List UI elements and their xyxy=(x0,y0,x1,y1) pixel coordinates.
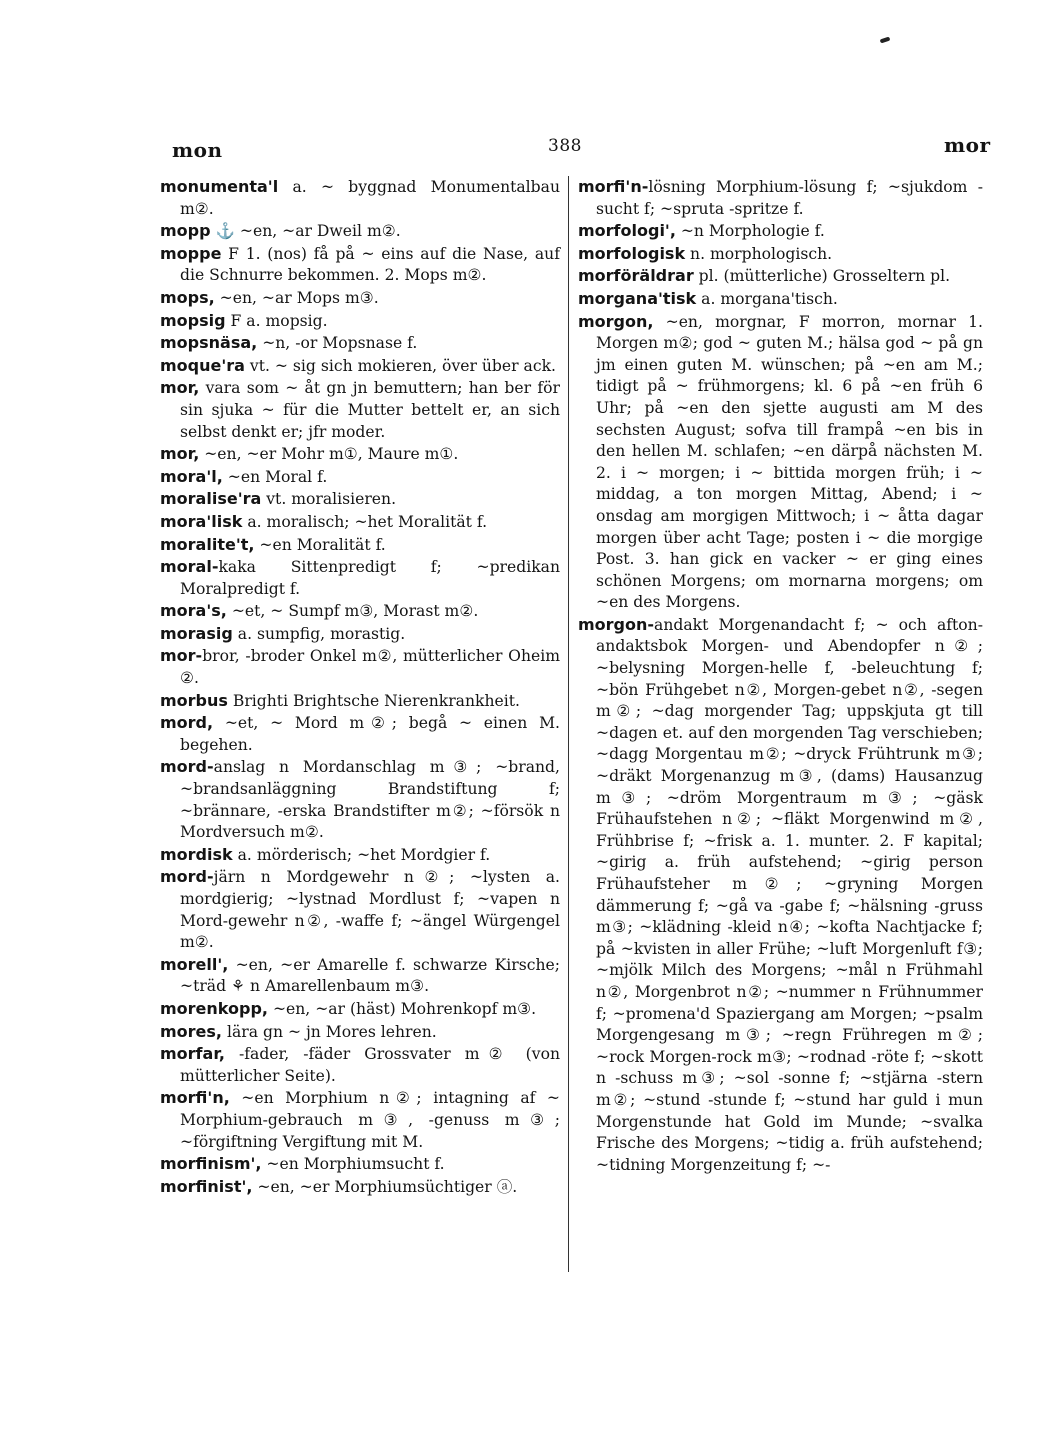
entry-definition: ~en, ~er Amarelle f. schwarze Kirsche; ~träd ⚘ n Amarellenbaum m③. xyxy=(180,955,560,996)
entry-definition: järn n Mordgewehr n②; ~lysten a. mordgierig; ~lystnad Mordlust f; ~vapen n Mord-gewehr n②, -waffe f; ~ängel Würgengel m②. xyxy=(180,868,560,952)
dictionary-entry xyxy=(160,287,560,310)
dictionary-entry xyxy=(160,511,560,534)
entry-definition: ~en Moralität f. xyxy=(254,535,386,554)
entry-headword: moralite't, xyxy=(160,534,255,554)
dictionary-entry xyxy=(578,220,983,243)
entry-definition: ~en Morphium n②; intagning af ~ Morphium-gebrauch m③, -genuss m③; ~förgiftning Vergiftung mit M. xyxy=(180,1089,560,1151)
entry-definition: andakt Morgenandacht f; ~ och afton-andaktsbok Morgen- und Abendopfer n②; ~belysning Morgen-helle f, -beleuchtung f; ~bön Frühgebet n②, Morgen-gebet n②, -segen m②; ~dag morgender Tag; uppskjuta gt till ~dagen et. auf den morgenden Tag verschieben; ~dagg Morgentau m②; ~dryck Frühtrunk m③; ~dräkt Morgenanzug m③, (dams) Hausanzug m③; ~dröm Morgentraum m③; ~gäsk Frühaufstehen n②; ~fläkt Morgenwind m②, Frühbrise f; ~frisk a. 1. munter. 2. F kapital; ~girig a. früh aufstehend; ~girig person Frühaufsteher m②; ~gryning Morgen dämmerung f; ~gå va -gabe f; ~hälsning -gruss m③; ~klädning -kleid n④; ~kofta Nachtjacke f; på ~kvisten in aller Frühe; ~luft Morgenluft f③; ~mjölk Milch des Morgens; ~mål n Frühmahl n②, Morgenbrot n②; ~nummer n Frühnummer f; ~promena'd Spaziergang am Morgen; ~psalm Morgengesang m③; ~regn Frühregen m②; ~rock Morgen-rock m③; ~rodnad -röte f; ~skott n -schuss m③; ~sol -sonne f; ~stjärna -stern m②; ~stund -stunde f; ~stund har guld i mun Morgenstunde hat Gold im Munde; ~svalka Frische des Morgens; ~tidig a. früh aufstehend; ~tidning Morgenzeitung f; ~- xyxy=(596,615,983,1174)
entry-definition: vt. ~ sig sich mokieren, över über ack. xyxy=(244,356,556,375)
entry-headword: moralise'ra xyxy=(160,489,262,509)
entry-definition: a. sumpfig, morastig. xyxy=(232,624,406,643)
header-left-guideword: mon xyxy=(172,138,223,162)
entry-headword: mor- xyxy=(160,646,203,666)
entry-headword: morfinism', xyxy=(160,1154,262,1174)
entry-headword: morfologi', xyxy=(578,221,676,241)
entry-headword: monumenta'l xyxy=(160,177,279,196)
entry-headword: mord- xyxy=(160,867,214,887)
entry-definition: a. mörderisch; ~het Mordgier f. xyxy=(232,845,491,864)
dictionary-entry xyxy=(160,488,560,511)
entry-definition: ~en, ~ar Mops m③. xyxy=(214,288,379,307)
dictionary-entry xyxy=(160,534,560,557)
entry-definition: ~en, ~ar (häst) Mohrenkopf m③. xyxy=(267,999,537,1018)
entry-definition: a. moralisch; ~het Moralität f. xyxy=(242,512,488,531)
dictionary-entry xyxy=(160,690,560,713)
entry-definition: vt. moralisieren. xyxy=(261,490,397,509)
dictionary-entry xyxy=(578,614,983,1176)
entry-definition: anslag n Mordanschlag m③; ~brand, ~brandsanläggning Brandstiftung f; ~brännare, -erska Brandstifter m②; ~försök n Mordversuch m②. xyxy=(180,758,560,842)
dictionary-entry xyxy=(160,1087,560,1153)
entry-headword: mops, xyxy=(160,287,215,307)
dictionary-entry xyxy=(160,600,560,623)
entry-headword: mora'lisk xyxy=(160,511,243,531)
entry-headword: mordisk xyxy=(160,844,233,864)
dictionary-entry xyxy=(160,998,560,1021)
dictionary-entry xyxy=(578,176,983,220)
entry-headword: morfinist', xyxy=(160,1176,253,1196)
dictionary-entry xyxy=(160,355,560,378)
entry-headword: morgon, xyxy=(578,311,654,331)
entry-headword: morfar, xyxy=(160,1044,225,1064)
dictionary-entry xyxy=(160,310,560,333)
dictionary-entry xyxy=(160,645,560,689)
dictionary-entry xyxy=(160,954,560,998)
dictionary-entry xyxy=(160,443,560,466)
entry-headword: mord, xyxy=(160,713,214,733)
entry-headword: mor, xyxy=(160,378,200,398)
entry-definition: a. ~ byggnad Monumentalbau m②. xyxy=(180,178,560,218)
entry-definition: ~en, ~er Morphiumsüchtiger ⓐ. xyxy=(252,1177,518,1196)
entry-headword: morenkopp, xyxy=(160,998,268,1018)
dictionary-entry xyxy=(160,623,560,646)
entry-definition: Brighti Brightsche Nierenkrankheit. xyxy=(227,691,520,710)
entry-headword: mor, xyxy=(160,444,200,464)
entry-definition: vara som ~ åt gn jn bemuttern; han ber för sin sjuka ~ für die Mutter bettelt er, an sich selbst denkt er; jfr moder. xyxy=(180,379,560,441)
left-column xyxy=(160,176,560,1198)
dictionary-entry xyxy=(160,332,560,355)
entry-headword: morbus xyxy=(160,690,228,710)
entry-definition: a. morgana'tisch. xyxy=(696,289,838,308)
dictionary-entry xyxy=(160,243,560,287)
dictionary-entry xyxy=(160,712,560,756)
entry-definition: ~en Morphiumsucht f. xyxy=(261,1155,445,1174)
entry-definition: ~n, -or Mopsnase f. xyxy=(257,334,418,353)
ink-mark xyxy=(880,37,891,44)
dictionary-entry xyxy=(160,220,560,243)
entry-headword: morgon- xyxy=(578,614,655,634)
dictionary-entry xyxy=(160,1176,560,1199)
dictionary-entry xyxy=(160,377,560,443)
dictionary-entry xyxy=(578,243,983,266)
right-column xyxy=(578,176,983,1176)
entry-headword: morgana'tisk xyxy=(578,288,697,308)
entry-headword: morfologisk xyxy=(578,243,686,263)
entry-headword: morföräldrar xyxy=(578,266,694,286)
dictionary-entry xyxy=(160,844,560,867)
dictionary-entry xyxy=(160,1153,560,1176)
entry-headword: moque'ra xyxy=(160,355,245,375)
dictionary-entry xyxy=(160,176,560,220)
entry-definition: ⚓ ~en, ~ar Dweil m②. xyxy=(210,222,401,241)
entry-headword: mopp xyxy=(160,221,211,241)
entry-definition: bror, -broder Onkel m②, mütterlicher Oheim ②. xyxy=(180,647,560,688)
entry-headword: morasig xyxy=(160,623,233,643)
dictionary-entry xyxy=(160,866,560,953)
entry-definition: lösning Morphium-lösung f; ~sjukdom -sucht f; ~spruta -spritze f. xyxy=(596,178,983,218)
dictionary-entry xyxy=(578,288,983,311)
entry-definition: ~en Moral f. xyxy=(222,467,328,486)
dictionary-entry xyxy=(578,265,983,288)
entry-headword: mopsig xyxy=(160,310,226,330)
dictionary-entry xyxy=(160,556,560,600)
entry-headword: mora'l, xyxy=(160,466,223,486)
entry-definition: F 1. (nos) få på ~ eins auf die Nase, auf die Schnurre bekommen. 2. Mops m②. xyxy=(180,244,560,285)
dictionary-entry xyxy=(578,311,983,614)
dictionary-entry xyxy=(160,1021,560,1044)
header-right-guideword: mor xyxy=(944,133,991,157)
column-divider xyxy=(568,176,569,1272)
entry-definition: ~en, morgnar, F morron, mornar 1. Morgen m②; god ~ guten M.; hälsa god ~ på gn jm einen guten M. wünschen; på ~en am M.; tidigt på ~ frühmorgens; kl. 6 på ~en früh 6 Uhr; på ~en den sjette augusti am M des sechsten August; sofva till frampå ~en bis in den hellen M. schlafen; ~en därpå nächsten M. 2. i ~ morgen; i ~ bittida morgen früh; i ~ middag, a ton morgen Mittag, Abend; i ~ onsdag am morgigen Mittwoch; i ~ åtta dagar morgen über acht Tage; posten i ~ die morgige Post. 3. han gick en vacker ~ er ging eines schönen Morgens; om mornarna morgens; om ~en des Morgens. xyxy=(596,312,983,612)
entry-definition: kaka Sittenpredigt f; ~predikan Moralpredigt f. xyxy=(180,558,560,598)
entry-definition: F a. mopsig. xyxy=(225,311,328,330)
entry-definition: lära gn ~ jn Mores lehren. xyxy=(222,1022,437,1041)
entry-definition: ~et, ~ Sumpf m③, Morast m②. xyxy=(226,602,479,621)
dictionary-entry xyxy=(160,466,560,489)
entry-headword: morfi'n- xyxy=(578,177,649,196)
entry-headword: mord- xyxy=(160,757,214,777)
entry-headword: morell', xyxy=(160,954,229,974)
entry-headword: moppe xyxy=(160,243,222,263)
entry-definition: ~en, ~er Mohr m①, Maure m①. xyxy=(199,445,459,464)
entry-definition: ~et, ~ Mord m②; begå ~ einen M. begehen. xyxy=(180,714,560,754)
entry-headword: mopsnäsa, xyxy=(160,333,258,353)
dictionary-entry xyxy=(160,1043,560,1087)
dictionary-entry xyxy=(160,756,560,843)
entry-definition: pl. (mütterliche) Grosseltern pl. xyxy=(693,267,951,286)
entry-headword: mora's, xyxy=(160,601,227,621)
entry-definition: -fader, -fäder Grossvater m② (von mütterlicher Seite). xyxy=(180,1045,560,1085)
entry-headword: morfi'n, xyxy=(160,1088,230,1108)
entry-headword: moral- xyxy=(160,557,219,577)
page-number: 388 xyxy=(548,136,582,156)
entry-definition: ~n Morphologie f. xyxy=(675,222,825,241)
entry-headword: mores, xyxy=(160,1021,223,1041)
entry-definition: n. morphologisch. xyxy=(685,244,833,263)
